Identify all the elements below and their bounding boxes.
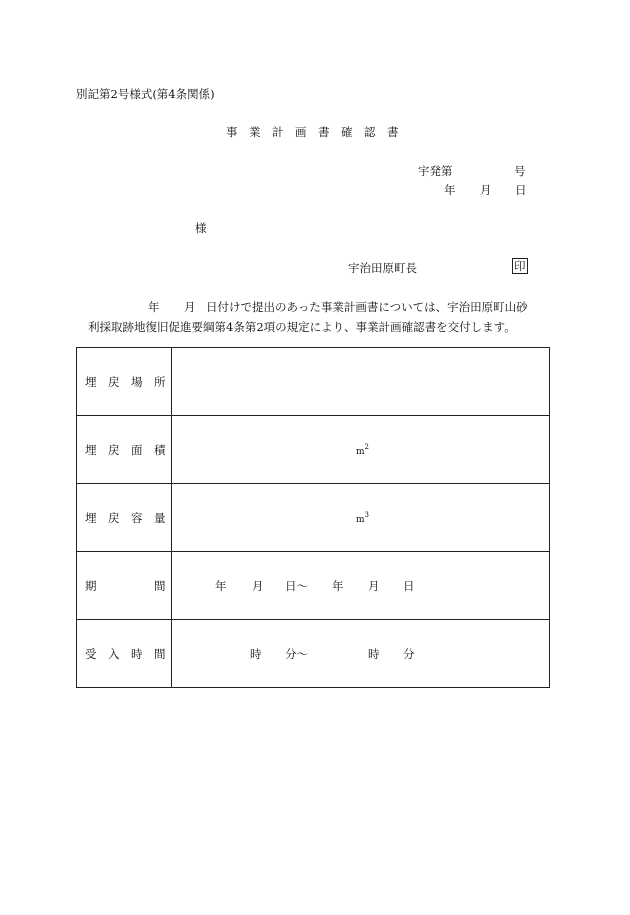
hours-field[interactable] (172, 620, 550, 688)
hours-start-minute: 分〜 (285, 646, 308, 661)
hours-start-hour: 時 (250, 646, 262, 661)
period-start-month: 月 (252, 578, 264, 593)
period-end-year: 年 (332, 578, 344, 593)
period-field[interactable] (172, 552, 550, 620)
period-start-year: 年 (215, 578, 227, 593)
location-label: 埋 戻 場 所 (77, 348, 172, 416)
title-char: 書 (318, 125, 330, 139)
issuer-name: 宇治田原町長 (348, 261, 417, 275)
issue-number-suffix: 号 (514, 164, 526, 178)
hours-label: 受 入 時 間 (77, 620, 172, 688)
table-row-volume (77, 484, 550, 552)
issue-date-year: 年 (444, 183, 456, 197)
table-row-location (77, 348, 550, 416)
volume-unit: $m^3$ (356, 510, 370, 525)
title-char: 画 (295, 125, 307, 139)
hours-end-minute: 分 (403, 646, 415, 661)
body-year: 年 (148, 300, 160, 314)
body-line2: 利採取跡地復旧促進要綱第4条第2項の規定により、事業計画確認書を交付します。 (88, 320, 516, 334)
body-month: 月 (184, 300, 196, 314)
area-unit: $m^2$ (356, 442, 370, 457)
area-field[interactable] (172, 416, 550, 484)
period-end-day: 日 (403, 578, 415, 593)
title-char: 事 (226, 125, 238, 139)
addressee-honorific: 様 (195, 221, 207, 235)
period-end-month: 月 (368, 578, 380, 593)
body-line1: 日付けで提出のあった事業計画書については、宇治田原町山砂 (206, 300, 528, 314)
issue-number-prefix: 宇発第 (418, 164, 453, 178)
issue-date-month: 月 (480, 183, 492, 197)
location-field[interactable] (172, 348, 550, 416)
volume-field[interactable] (172, 484, 550, 552)
title-char: 業 (249, 125, 261, 139)
confirmation-table (76, 347, 550, 688)
volume-label: 埋 戻 容 量 (77, 484, 172, 552)
area-label: 埋 戻 面 積 (77, 416, 172, 484)
hours-end-hour: 時 (368, 646, 380, 661)
title-char: 認 (364, 125, 376, 139)
table-row-hours (77, 620, 550, 688)
seal-mark: 印 (514, 259, 526, 273)
title-char: 書 (387, 125, 399, 139)
issue-date-day: 日 (515, 183, 527, 197)
title-char: 計 (272, 125, 284, 139)
form-id: 別記第2号様式(第4条関係) (76, 87, 215, 101)
table-row-period (77, 552, 550, 620)
table-row-area (77, 416, 550, 484)
title-char: 確 (341, 125, 353, 139)
period-start-day: 日〜 (285, 578, 308, 593)
period-label: 期 間 (77, 552, 172, 620)
